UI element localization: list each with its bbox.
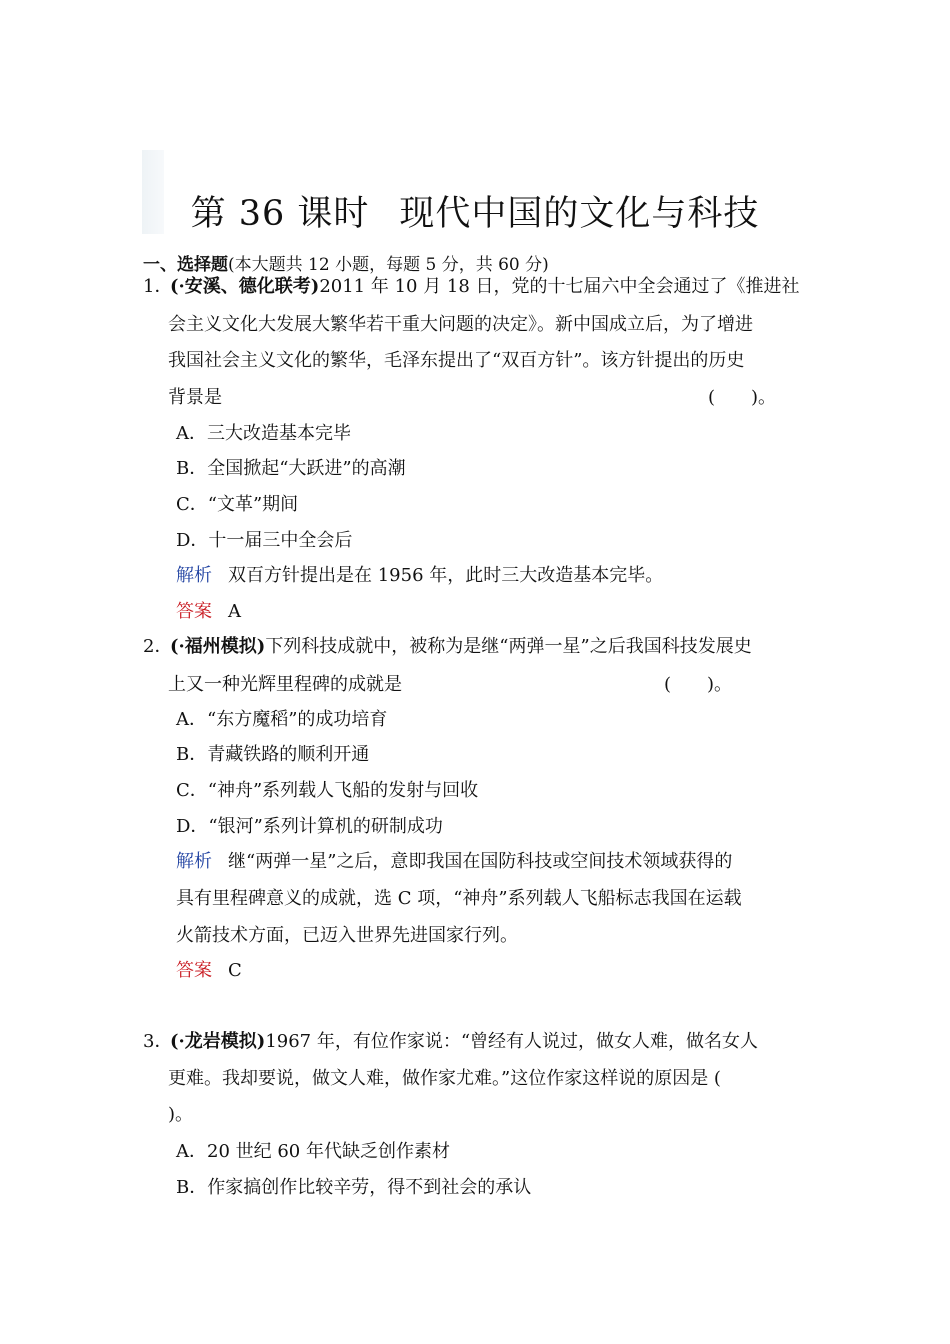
question-1-explanation [176,564,663,588]
question-2-option-c: C．“神舟”系列载人飞船的发射与回收 [176,780,479,801]
question-1-line-3: 我国社会主义文化的繁华，毛泽东提出了“双百方针”。该方针提出的历史 [168,350,745,371]
question-2-option-a: A．“东方魔稻”的成功培育 [176,709,388,730]
question-1-line-2: 会主义文化大发展大繁华若干重大问题的决定》。新中国成立后，为了增进 [168,314,753,335]
section-title: 一、选择题 [143,255,228,275]
section-heading [143,250,549,275]
answer-value: C [228,960,242,981]
answer-label: 答案 [176,960,212,981]
question-1-line-4: 背景是 [168,387,222,408]
question-2-answer-blank: ( )。 [664,674,733,695]
question-3-option-b: B．作家搞创作比较辛劳，得不到社会的承认 [176,1177,532,1198]
title-lesson-number: 第 36 课时 [190,194,370,234]
question-1-option-b: B．全国掀起“大跃进”的高潮 [176,458,406,479]
question-3-line-2: 更难。我却要说，做文人难，做作家尤难。”这位作家这样说的原因是 ( [168,1068,721,1089]
question-1-answer-blank: ( )。 [708,387,777,408]
question-1-option-c: C．“文革”期间 [176,494,299,515]
question-3-line-1 [170,1030,758,1054]
page-title [0,186,950,236]
explanation-label: 解析 [176,565,212,586]
answer-label: 答案 [176,601,212,622]
question-2-option-b: B．青藏铁路的顺利开通 [176,744,370,765]
section-note: (本大题共 12 小题，每题 5 分，共 60 分) [228,255,549,275]
question-1-option-d: D．十一届三中全会后 [176,530,353,551]
question-1-line-1 [170,275,800,299]
question-2-line-1 [170,635,752,659]
question-1-option-a: A．三大改造基本完毕 [176,423,351,444]
question-1-source: (·安溪、德化联考) [170,276,320,297]
question-2-text-1: 下列科技成就中，被称为是继“两弹一星”之后我国科技发展史 [265,636,752,657]
question-2-option-d: D．“银河”系列计算机的研制成功 [176,816,443,837]
question-3-number: 3． [143,1031,173,1052]
question-2-explanation-2: 具有里程碑意义的成就，选 C 项，“神舟”系列载人飞船标志我国在运载 [176,888,742,909]
explanation-text-1: 继“两弹一星”之后，意即我国在国防科技或空间技术领域获得的 [228,851,733,872]
explanation-text: 双百方针提出是在 1956 年，此时三大改造基本完毕。 [228,565,664,586]
question-3-option-a: A．20 世纪 60 年代缺乏创作素材 [176,1141,450,1162]
question-1-answer [176,600,241,624]
explanation-label: 解析 [176,851,212,872]
title-topic: 现代中国的文化与科技 [399,194,760,234]
question-2-answer [176,959,242,983]
question-2-source: (·福州模拟) [170,636,266,657]
question-3-source: (·龙岩模拟) [170,1031,266,1052]
question-2-number: 2． [143,636,173,657]
question-1-number: 1． [143,276,173,297]
question-3-line-3: )。 [168,1104,194,1125]
question-1-text-1: 2011 年 10 月 18 日，党的十七届六中全会通过了《推进社 [319,276,800,297]
question-2-explanation-1 [176,850,732,874]
question-2-explanation-3: 火箭技术方面，已迈入世界先进国家行列。 [176,925,518,946]
answer-value: A [228,601,241,622]
question-3-text-1: 1967 年，有位作家说：“曾经有人说过，做女人难，做名女人 [265,1031,759,1052]
question-2-line-2: 上又一种光辉里程碑的成就是 [168,674,402,695]
